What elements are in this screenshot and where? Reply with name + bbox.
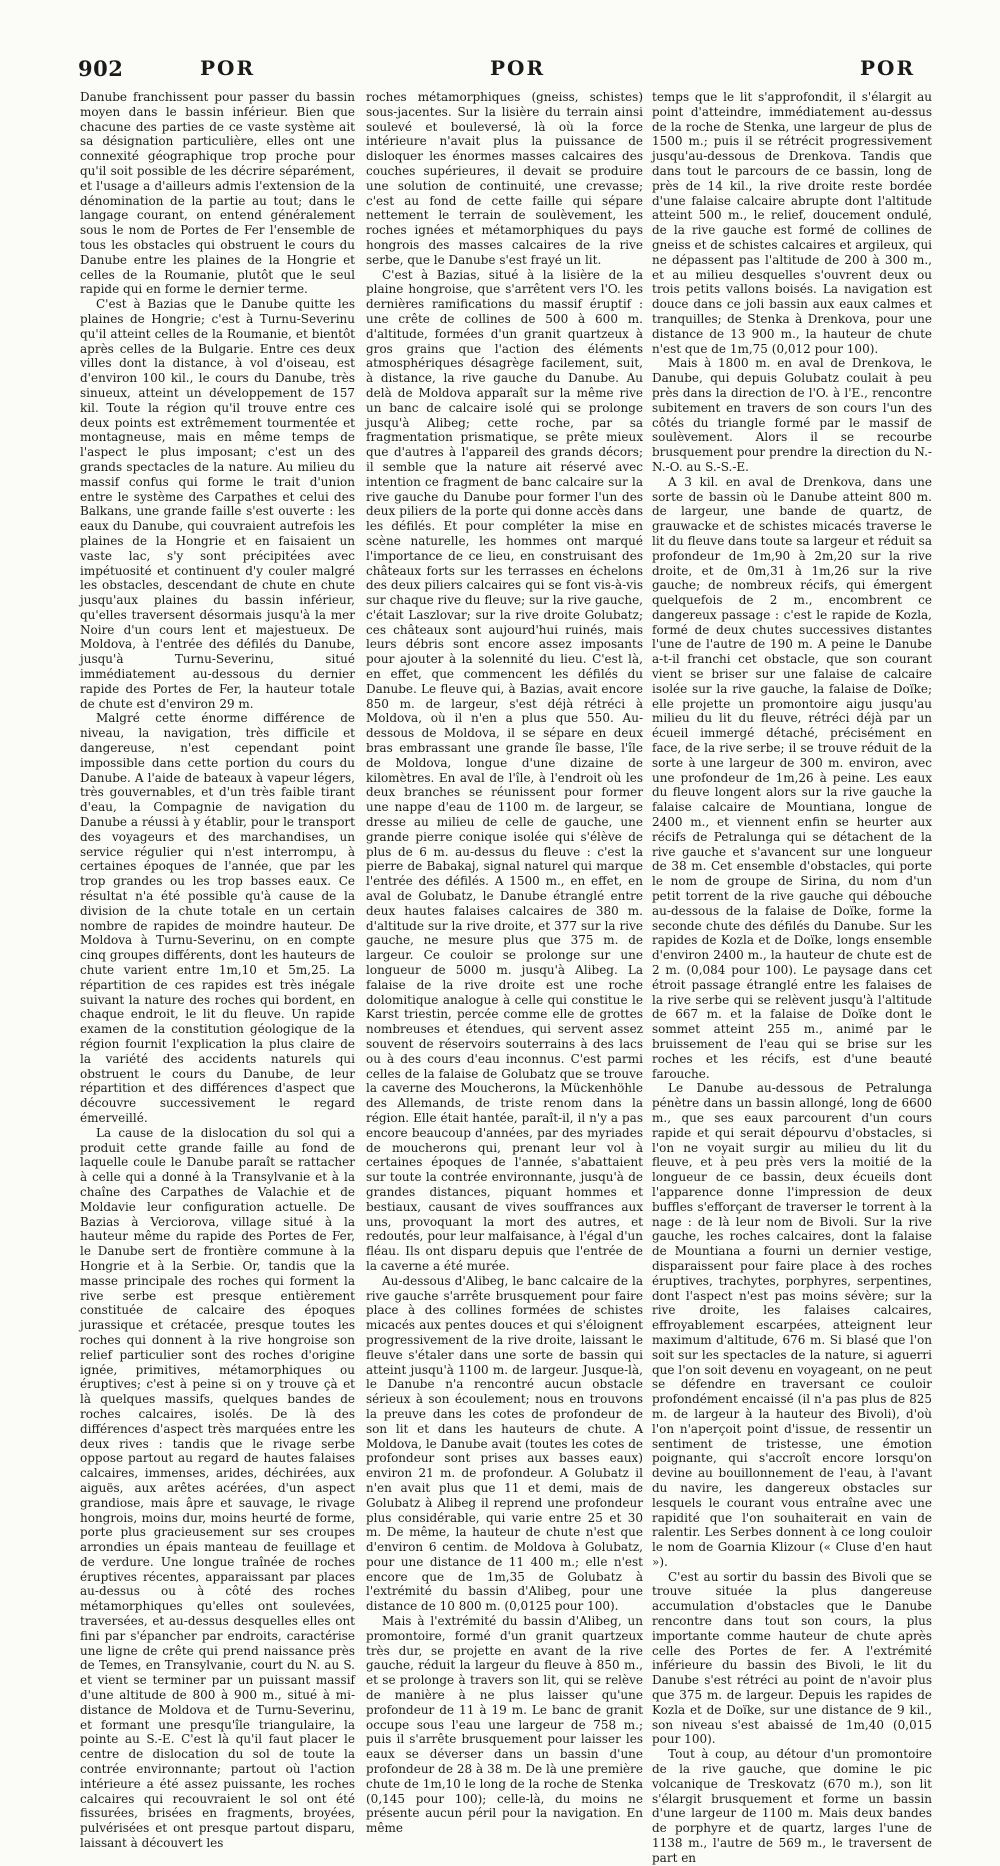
text-column-1 — [80, 90, 355, 1851]
paragraph: temps que le lit s'approfondit, il s'élargit au point d'atteindre, immédiatement au-dessus de la roche de Stenka, une largeur de plus de 1500 m.; puis il se rétrécit progressivement jusqu'au-dessous de Drenkova. Tandis que dans tout le parcours de ce bassin, long de près de 14 kil., la rive droite reste bordée d'une falaise calcaire abrupte dont l'altitude atteint 500 m., le relief, doucement ondulé, de la rive gauche est formé de collines de gneiss et de schistes calcaires et argileux, qui ne dépassent pas l'altitude de 200 à 300 m., et au milieu desquelles s'ouvrent deux ou trois petits vallons boisés. La navigation est douce dans ce joli bassin aux eaux calmes et tranquilles; de Stenka à Drenkova, pour une distance de 13 900 m., la hauteur de chute n'est que de 1m,75 (0,012 pour 100). — [652, 90, 933, 356]
paragraph: C'est à Bazias, situé à la lisière de la plaine hongroise, que s'arrêtent vers l'O. les dernières ramifications du massif éruptif : une crête de collines de 500 à 600 m. d'altitude, formées d'un granit quartzeux à gros grains que l'action des éléments atmosphériques désagrège facilement, suit, à distance, la rive gauche du Danube. Au delà de Moldova apparaît sur la même rive un banc de calcaire isolé qui se prolonge jusqu'à Alibeg; cette roche, par sa fragmentation prismatique, se prête mieux que d'autres à l'appareil des grands décors; il semble que la nature ait réservé avec intention ce fragment de banc calcaire sur la rive gauche du Danube pour former l'un des deux piliers de la porte qui donne accès dans les défilés. Et pour compléter la mise en scène naturelle, les hommes ont marqué l'importance de ce lieu, en construisant des châteaux forts sur les terrasses en échelons des deux piliers calcaires qui se font vis-à-vis sur chaque rive du fleuve; sur la rive gauche, c'était Laszlovar; sur la rive droite Golubatz; ces châteaux sont aujourd'hui ruinés, mais leurs débris sont encore assez imposants pour ajouter à la solennité du lieu. C'est là, en effet, que commencent les défilés du Danube. Le fleuve qui, à Bazias, avait encore 850 m. de largeur, s'est déjà rétréci à Moldova, où il n'en a plus que 550. Au-dessous de Moldova, il se sépare en deux bras embrassant une grande île basse, l'île de Moldova, longue d'une dizaine de kilomètres. En aval de l'île, à l'endroit où les deux branches se réunissent pour former une nappe d'eau de 1100 m. de largeur, se dresse au milieu de celle de gauche, une grande pierre conique isolée qui s'élève de plus de 6 m. au-dessus du fleuve : c'est la pierre de Babakaj, signal naturel qui marque l'entrée des défilés. A 1500 m., en effet, en aval de Golubatz, le Danube étranglé entre deux hautes falaises calcaires de 380 m. d'altitude sur la rive droite, et 377 sur la rive gauche, ne mesure plus que 375 m. de largeur. Ce couloir se prolonge sur une longueur de 5000 m. jusqu'à Alibeg. La falaise de la rive droite est une roche dolomitique analogue à celle qui constitue le Karst triestin, percée comme elle de grottes nombreuses et étendues, qui servent assez souvent de réservoirs souterrains à des lacs ou à des cours d'eau inconnus. C'est parmi celles de la falaise de Golubatz que se trouve la caverne des Moucherons, la Mückenhöhle des Allemands, de triste renom dans la région. Elle était hantée, paraît-il, il n'y a pas encore beaucoup d'années, par des myriades de moucherons qui, prenant leur vol à certaines époques de l'année, s'abattaient sur toute la contrée environnante, jusqu'à de grandes distances, piquant hommes et bestiaux, causant de vives souffrances aux uns, provoquant la mort des autres, et redoutés, pour leur malfaisance, à l'égal d'un fléau. Ils ont disparu depuis que l'entrée de la caverne a été murée. — [366, 267, 643, 1273]
text-column-2 — [366, 90, 643, 1836]
paragraph: roches métamorphiques (gneiss, schistes) sous-jacentes. Sur la lisière du terrain ainsi soulevé et bouleversé, là où la force intérieure n'avait plus la puissance de disloquer les énormes masses calcaires des couches supérieures, il devait se produire une solution de continuité, une crevasse; c'est au fond de cette faille qui sépare nettement le terrain de soulèvement, les roches ignées et métamorphiques du pays hongrois des masses calcaires de la rive serbe, que le Danube s'est frayé un lit. — [366, 90, 643, 267]
page-number: 902 — [78, 56, 124, 81]
paragraph: Au-dessous d'Alibeg, le banc calcaire de la rive gauche s'arrête brusquement pour faire place à des collines formées de schistes micacés aux pentes douces et qui s'éloignent progressivement de la rive droite, laissant le fleuve s'étaler dans une sorte de bassin qui atteint jusqu'à 1100 m. de largeur. Jusque-là, le Danube n'a rencontré aucun obstacle sérieux à son écoulement; nous en trouvons la preuve dans les cotes de profondeur de son lit et dans les hauteurs de chute. A Moldova, le Danube avait (toutes les cotes de profondeur sont prises aux basses eaux) environ 21 m. de profondeur. A Golubatz il n'en avait plus que 11 et demi, mais de Golubatz à Alibeg il reprend une profondeur plus considérable, qui varie entre 25 et 30 m. De même, la hauteur de chute n'est que d'environ 6 centim. de Moldova à Golubatz, pour une distance de 11 400 m.; elle n'est encore que de 1m,35 de Golubatz à l'extrémité du bassin d'Alibeg, pour une distance de 10 800 m. (0,0125 pour 100). — [366, 1273, 643, 1614]
paragraph: Mais à l'extrémité du bassin d'Alibeg, un promontoire, formé d'un granit quartzeux très dur, se projette en avant de la rive gauche, réduit la largeur du fleuve à 850 m., et se prolonge à travers son lit, qui se relève de manière à ne plus laisser qu'une profondeur de 11 à 19 m. Le banc de granit occupe sous l'eau une largeur de 758 m.; puis il s'arrête brusquement pour laisser les eaux se déverser dans un bassin d'une profondeur de 28 à 38 m. De là une première chute de 1m,10 le long de la roche de Stenka (0,145 pour 100); celle-là, du moins ne présente aucun péril pour la navigation. En même — [366, 1614, 643, 1836]
text-column-3 — [652, 90, 933, 1865]
paragraph: A 3 kil. en aval de Drenkova, dans une sorte de bassin où le Danube atteint 800 m. de largeur, une bande de quartz, de grauwacke et de schistes micacés traverse le lit du fleuve dans toute sa largeur et réduit sa profondeur de 1m,90 à 2m,20 sur la rive droite, et de 0m,31 à 1m,26 sur la rive gauche; de nombreux récifs, qui émergent quelquefois de 2 m., encombrent ce dangereux passage : c'est le rapide de Kozla, formé de deux chutes successives distantes l'une de l'autre de 190 m. A peine le Danube a-t-il franchi cet obstacle, que son courant vient se briser sur une falaise de calcaire isolée sur la rive gauche, la falaise de Doïke; elle projette un promontoire aigu jusqu'au milieu du lit du fleuve, rétréci déjà par un écueil immergé détaché, précisément en face, de la rive serbe; il se trouve réduit de la sorte à une largeur de 300 m. environ, avec une profondeur de 1m,26 à peine. Les eaux du fleuve longent alors sur la rive gauche la falaise calcaire de Mountiana, longue de 2400 m., et viennent enfin se heurter aux récifs de Petralunga qui se détachent de la rive gauche et s'avancent sur une longueur de 38 m. Cet ensemble d'obstacles, qui porte le nom de groupe de Sirina, du nom d'un petit torrent de la rive gauche qui débouche au-dessous de la falaise de Doïke, forme la seconde chute des défilés du Danube. Sur les rapides de Kozla et de Doïke, longs ensemble d'environ 2400 m., la hauteur de chute est de 2 m. (0,084 pour 100). Le paysage dans cet étroit passage étranglé entre les falaises de la rive serbe qui se relèvent jusqu'à l'altitude de 667 m. et la falaise de Doïke dont le sommet atteint 255 m., animé par le bruissement de l'eau qui se brise sur les roches et les récifs, est d'une beauté farouche. — [652, 474, 932, 1081]
running-header-center: POR — [490, 56, 546, 80]
paragraph: Danube franchissent pour passer du bassin moyen dans le bassin inférieur. Bien que chacune des parties de ce vaste système ait sa désignation particulière, elles ont une connexité géographique trop proche pour qu'il soit possible de les décrire séparément, et l'usage a d'ailleurs admis l'extension de la dénomination de la partie au tout; dans le langage courant, on entend généralement sous le nom de Portes de Fer l'ensemble de tous les obstacles qui obstruent le cours du Danube entre les plaines de la Hongrie et celles de la Roumanie, plutôt que le seul rapide qui en forme le dernier terme. — [80, 90, 355, 297]
paragraph: Tout à coup, au détour d'un promontoire de la rive gauche, que domine le pic volcanique de Treskovatz (670 m.), son lit s'élargit brusquement et forme un bassin d'une largeur de 1100 m. Mais deux bandes de porphyre et de quartz, larges l'une de 1138 m., l'autre de 569 m., le traversent de part en — [652, 1747, 932, 1865]
paragraph: Le Danube au-dessous de Petralunga pénètre dans un bassin allongé, long de 6600 m., que ses eaux parcourent d'un cours rapide et qui serait dépourvu d'obstacles, si l'on ne voyait surgir au milieu du lit du fleuve, et à peu près vers la moitié de la longueur de ce bassin, deux écueils dont l'apparence donne l'impression de deux buffles s'efforçant de traverser le torrent à la nage : de là leur nom de Bivoli. Sur la rive gauche, les roches calcaires, dont la falaise de Mountiana a fourni un dernier vestige, disparaissent pour faire place à des roches éruptives, trachytes, porphyres, serpentines, dont l'aspect n'est pas moins sévère; sur la rive droite, les falaises calcaires, effroyablement escarpées, atteignent leur maximum d'altitude, 676 m. Si blasé que l'on soit sur les spectacles de la nature, si aguerri que l'on soit devenu en voyageant, on ne peut se défendre en traversant ce couloir profondément encaissé (il n'a pas plus de 825 m. de largeur à la hauteur des Bivoli), d'où l'on n'aperçoit point d'issue, de ressentir un sentiment de tristesse, une émotion poignante, qui s'accroît encore lorsqu'on devine au bouillonnement de l'eau, à l'avant du navire, les dangereux obstacles sur lesquels le courant vous entraîne avec une rapidité que l'on souhaiterait en vain de ralentir. Les Serbes donnent à ce long couloir le nom de Goarnia Klizour (« Cluse d'en haut »). — [652, 1081, 932, 1569]
paragraph: La cause de la dislocation du sol qui a produit cette grande faille au fond de laquelle coule le Danube paraît se rattacher à celle qui a donné à la Transylvanie et à la chaîne des Carpathes de Valachie et de Moldavie leur configuration actuelle. De Bazias à Verciorova, village situé à la hauteur même du rapide des Portes de Fer, le Danube sert de frontière commune à la Hongrie et à la Serbie. Or, tandis que la masse principale des roches qui forment la rive serbe est presque entièrement constituée de calcaire des époques jurassique et crétacée, presque toutes les roches qui donnent à la rive hongroise son relief particulier sont des roches d'origine ignée, primitives, métamorphiques ou éruptives; c'est à peine si on y trouve çà et là quelques massifs, quelques bandes de roches calcaires, isolés. De là des différences d'aspect très marquées entre les deux rives : tandis que le rivage serbe oppose partout au regard de hautes falaises calcaires, immenses, arides, déchirées, aux aiguës, aux arêtes acérées, d'un aspect grandiose, mais âpre et sauvage, le rivage hongrois, moins dur, moins heurté de forme, porte plus gracieusement sur ses croupes arrondies un épais manteau de feuillage et de verdure. Une longue traînée de roches éruptives récentes, apparaissant par places au-dessus ou à côté des roches métamorphiques qu'elles ont soulevées, traversées, et au-dessus desquelles elles ont fini par s'épancher par endroits, caractérise une ligne de crête qui prend naissance près de Temes, en Transylvanie, court du N. au S. et vient se terminer par un puissant massif d'une altitude de 800 à 900 m., situé à mi-distance de Moldova et de Turnu-Severinu, et formant une presqu'île triangulaire, la pointe au S.-E. C'est là qu'il faut placer le centre de dislocation du sol de toute la contrée environnante; partout où l'action intérieure a été assez puissante, les roches calcaires qui recouvraient le sol ont été fissurées, brisées en fragments, broyées, pulvérisées et ont presque partout disparu, laissant à découvert les — [80, 1125, 355, 1851]
paragraph: C'est à Bazias que le Danube quitte les plaines de Hongrie; c'est à Turnu-Severinu qu'il atteint celles de la Roumanie, et bientôt après celles de la Bulgarie. Entre ces deux villes dont la distance, à vol d'oiseau, est d'environ 100 kil., le cours du Danube, très sinueux, atteint un développement de 157 kil. Toute la région qu'il trouve entre ces deux points est extrêmement tourmentée et montagneuse, mais en même temps de l'aspect le plus imposant; c'est un des grands spectacles de la nature. Au milieu du massif confus qui forme le trait d'union entre le système des Carpathes et celui des Balkans, une grande faille s'est ouverte : les eaux du Danube, qui couvraient autrefois les plaines de la Hongrie et en faisaient un vaste lac, s'y sont précipitées avec impétuosité et continuent d'y couler malgré les obstacles, descendant de chute en chute jusqu'aux plaines du bassin inférieur, qu'elles traversent désormais jusqu'à la mer Noire d'un cours lent et majestueux. De Moldova, à l'entrée des défilés du Danube, jusqu'à Turnu-Severinu, situé immédiatement au-dessous du dernier rapide des Portes de Fer, la hauteur totale de chute est d'environ 29 m. — [80, 297, 355, 711]
running-header-left: POR — [200, 56, 256, 80]
running-header-right: POR — [860, 56, 916, 80]
paragraph: C'est au sortir du bassin des Bivoli que se trouve située la plus dangereuse accumulation d'obstacles que le Danube rencontre dans tout son cours, la plus importante comme hauteur de chute après celle des Portes de fer. A l'extrémité inférieure du bassin des Bivoli, le lit du Danube s'est rétréci au point de n'avoir plus que 375 m. de largeur. Depuis les rapides de Kozla et de Doïke, sur une distance de 9 kil., son niveau s'est abaissé de 1m,40 (0,015 pour 100). — [652, 1569, 932, 1747]
paragraph: Malgré cette énorme différence de niveau, la navigation, très difficile et dangereuse, n'est cependant point impossible dans cette portion du cours du Danube. A l'aide de bateaux à vapeur légers, très gouvernables, et d'un très faible tirant d'eau, la Compagnie de navigation du Danube a réussi à y établir, pour le transport des voyageurs et des marchandises, un service régulier qui n'est interrompu, à certaines époques de l'année, que par les trop grandes ou les trop basses eaux. Ce résultat n'a été possible qu'à cause de la division de la chute totale en un certain nombre de rapides de moindre hauteur. De Moldova à Turnu-Severinu, on en compte cinq groupes différents, dont les hauteurs de chute varient entre 1m,10 et 5m,25. La répartition de ces rapides est très inégale suivant la nature des roches qui bordent, en chaque endroit, le lit du fleuve. Un rapide examen de la constitution géologique de la région fournit l'explication la plus claire de la variété des accidents naturels qui obstruent le cours du Danube, de leur répartition et des différences d'aspect que découvre successivement le regard émerveillé. — [80, 711, 355, 1125]
paragraph: Mais à 1800 m. en aval de Drenkova, le Danube, qui depuis Golubatz coulait à peu près dans la direction de l'O. à l'E., rencontre subitement en travers de son cours l'un des côtés du triangle formé par le massif de soulèvement. Alors il se recourbe brusquement pour prendre la direction du N.-N.-O. au S.-S.-E. — [652, 356, 932, 474]
